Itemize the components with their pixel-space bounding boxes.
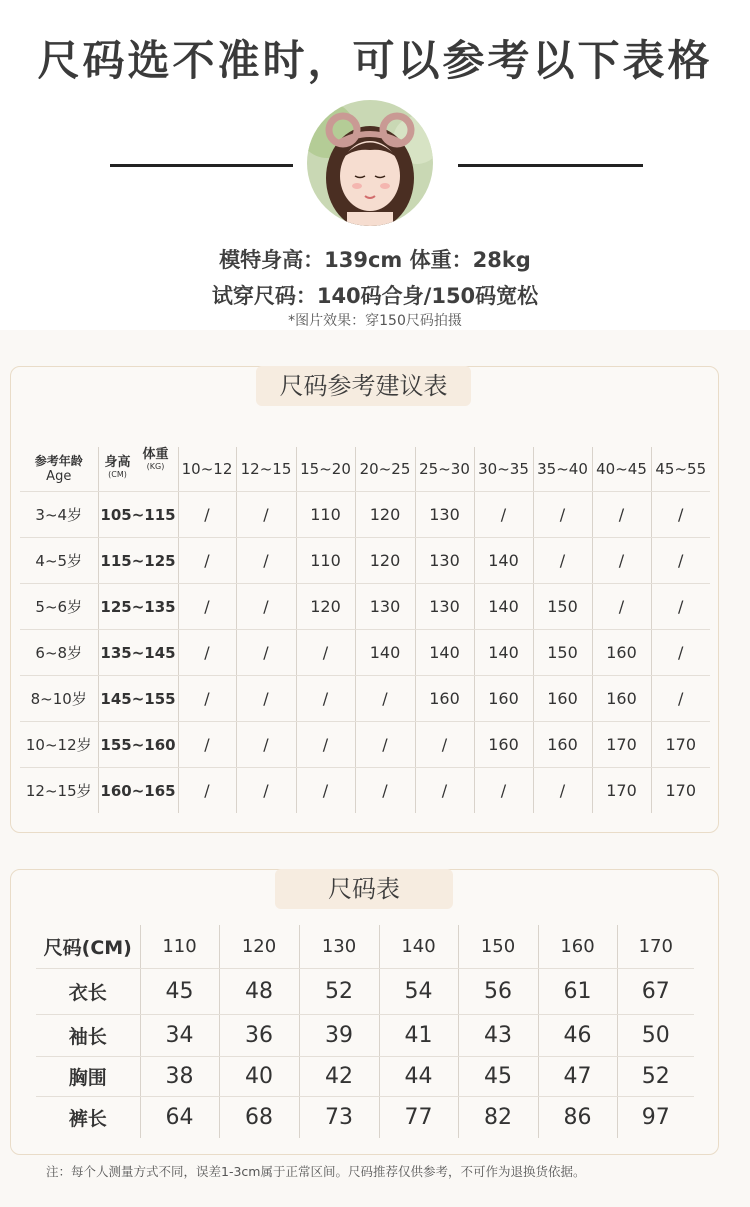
weight-col-header: 45~55 <box>651 447 710 492</box>
measure-cell: 39 <box>299 1014 379 1056</box>
measure-cell: 36 <box>219 1014 299 1056</box>
measure-cell: 97 <box>641 1104 670 1130</box>
size-cell: 150 <box>533 630 592 676</box>
table-row <box>20 630 710 676</box>
size-cell: / <box>533 492 592 538</box>
size-cell: / <box>533 538 592 584</box>
measure-cell: 52 <box>617 1056 694 1096</box>
weight-header: 体重 <box>142 447 169 462</box>
size-col-header: 110 <box>140 925 219 968</box>
weight-col-header: 25~30 <box>415 447 474 492</box>
model-height-weight: 模特身高：139cm 体重：28kg <box>219 248 531 272</box>
measure-cell: 52 <box>299 968 379 1014</box>
size-cell: / <box>178 492 236 538</box>
size-chart-title: 尺码表 <box>275 869 453 909</box>
size-cell: 110 <box>296 492 355 538</box>
size-cell: / <box>651 584 710 630</box>
measure-cell: 48 <box>219 968 299 1014</box>
height-header: 身高 <box>104 455 131 470</box>
table-row <box>36 1056 694 1096</box>
measure-cell: 40 <box>219 1056 299 1096</box>
size-cell: 110 <box>296 538 355 584</box>
table-row <box>20 676 710 722</box>
size-cell: / <box>236 722 296 768</box>
age-cell: 3~4岁 <box>20 492 98 538</box>
table-row <box>20 722 710 768</box>
measure-cell: 64 <box>140 1096 219 1138</box>
size-cell: 140 <box>474 584 533 630</box>
size-cell: 120 <box>355 492 415 538</box>
size-col-header: 150 <box>458 925 538 968</box>
age-header-cn: 参考年龄 <box>34 454 83 468</box>
size-cell: / <box>592 492 651 538</box>
size-cell: 160 <box>533 676 592 722</box>
size-cell: 170 <box>651 722 710 768</box>
size-cell: 130 <box>415 538 474 584</box>
size-header: 尺码(CM) <box>36 925 140 968</box>
size-cell: 160 <box>474 722 533 768</box>
left-divider <box>110 164 293 167</box>
height-cell: 125~135 <box>98 584 178 630</box>
table-row <box>20 538 710 584</box>
measure-cell: 45 <box>140 968 219 1014</box>
height-cell: 115~125 <box>98 538 178 584</box>
size-cell: / <box>474 492 533 538</box>
size-cell: / <box>474 768 533 814</box>
size-cell: / <box>355 676 415 722</box>
size-cell: / <box>178 768 236 814</box>
size-cell: / <box>651 538 710 584</box>
right-divider <box>458 164 643 167</box>
height-cell: 160~165 <box>98 768 178 814</box>
measure-label: 裤长 <box>36 1096 140 1138</box>
size-cell: / <box>415 768 474 814</box>
size-cell: / <box>592 538 651 584</box>
size-cell: 130 <box>355 584 415 630</box>
measure-cell: 67 <box>617 968 694 1014</box>
size-cell: 140 <box>355 630 415 676</box>
size-cell: / <box>296 768 355 814</box>
size-cell: 160 <box>592 630 651 676</box>
size-col-header: 130 <box>299 925 379 968</box>
size-cell: / <box>651 676 710 722</box>
measure-label: 衣长 <box>36 968 140 1014</box>
size-cell: / <box>236 538 296 584</box>
model-avatar <box>307 100 433 226</box>
age-cell: 10~12岁 <box>20 722 98 768</box>
model-fit-size: 试穿尺码：140码合身/150码宽松 <box>211 284 539 308</box>
measure-cell: 82 <box>458 1096 538 1138</box>
age-cell: 8~10岁 <box>20 676 98 722</box>
measure-cell: 38 <box>140 1056 219 1096</box>
measure-cell: 44 <box>379 1056 458 1096</box>
size-col-header: 140 <box>379 925 458 968</box>
measure-cell: 50 <box>617 1014 694 1056</box>
age-header <box>20 447 98 492</box>
measure-cell: 61 <box>538 968 617 1014</box>
measure-cell: 68 <box>219 1096 299 1138</box>
age-header-en: Age <box>46 469 72 484</box>
weight-col-header: 15~20 <box>296 447 355 492</box>
measure-cell: 45 <box>458 1056 538 1096</box>
weight-col-header: 40~45 <box>592 447 651 492</box>
table-row <box>36 968 694 1014</box>
measure-cell: 43 <box>458 1014 538 1056</box>
weight-unit: (KG) <box>146 462 165 471</box>
size-cell: / <box>296 630 355 676</box>
measure-cell: 54 <box>379 968 458 1014</box>
age-cell: 6~8岁 <box>20 630 98 676</box>
weight-col-header: 35~40 <box>533 447 592 492</box>
measure-label: 胸围 <box>36 1056 140 1096</box>
measure-cell: 42 <box>299 1056 379 1096</box>
size-cell: 140 <box>474 538 533 584</box>
size-cell: 160 <box>474 676 533 722</box>
table-row <box>36 1014 694 1056</box>
size-cell: / <box>415 722 474 768</box>
size-cell: / <box>236 630 296 676</box>
table-header-row <box>20 447 710 492</box>
size-cell: 170 <box>592 722 651 768</box>
size-cell: 170 <box>592 768 651 814</box>
size-cell: 130 <box>415 492 474 538</box>
table-row <box>20 584 710 630</box>
size-cell: / <box>236 492 296 538</box>
table-row <box>20 768 710 814</box>
height-cell: 105~115 <box>98 492 178 538</box>
page-title: 尺码选不准时，可以参考以下表格 <box>37 36 713 85</box>
size-cell: 140 <box>415 630 474 676</box>
size-cell: / <box>178 538 236 584</box>
size-cell: 120 <box>296 584 355 630</box>
size-cell: / <box>355 722 415 768</box>
size-recommendation-table <box>20 447 710 813</box>
age-cell: 4~5岁 <box>20 538 98 584</box>
height-unit: (CM) <box>108 470 127 479</box>
size-cell: / <box>178 722 236 768</box>
size-cell: / <box>178 630 236 676</box>
size-cell: 170 <box>665 781 697 800</box>
size-cell: / <box>592 584 651 630</box>
size-cell: 160 <box>592 676 651 722</box>
photo-note: *图片效果：穿150尺码拍摄 <box>288 313 462 329</box>
height-cell: 145~155 <box>98 676 178 722</box>
height-cell: 155~160 <box>98 722 178 768</box>
size-cell: / <box>236 768 296 814</box>
size-chart-table <box>36 925 694 1138</box>
measure-cell: 56 <box>458 968 538 1014</box>
size-cell: 160 <box>415 676 474 722</box>
size-cell: / <box>296 722 355 768</box>
size-cell: / <box>178 676 236 722</box>
weight-col-header: 30~35 <box>474 447 533 492</box>
size-cell: / <box>236 584 296 630</box>
measure-cell: 46 <box>538 1014 617 1056</box>
measure-cell: 77 <box>379 1096 458 1138</box>
size-cell: / <box>236 676 296 722</box>
size-cell: 120 <box>355 538 415 584</box>
measure-label: 袖长 <box>36 1014 140 1056</box>
size-col-header: 120 <box>219 925 299 968</box>
measure-cell: 34 <box>140 1014 219 1056</box>
height-cell: 135~145 <box>98 630 178 676</box>
size-cell: / <box>651 630 710 676</box>
table-row <box>36 1096 694 1138</box>
size-cell: / <box>651 492 710 538</box>
size-cell: / <box>296 676 355 722</box>
age-cell: 12~15岁 <box>20 768 98 814</box>
size-chart-header-row <box>36 925 694 968</box>
size-cell: / <box>533 768 592 814</box>
size-cell: / <box>355 768 415 814</box>
measure-cell: 41 <box>379 1014 458 1056</box>
size-cell: 130 <box>415 584 474 630</box>
size-recommendation-title: 尺码参考建议表 <box>256 366 471 406</box>
age-cell: 5~6岁 <box>20 584 98 630</box>
height-weight-header <box>98 447 178 492</box>
table-row <box>20 492 710 538</box>
size-cell: / <box>178 584 236 630</box>
weight-col-header: 12~15 <box>236 447 296 492</box>
weight-col-header: 10~12 <box>178 447 236 492</box>
size-cell: 160 <box>533 722 592 768</box>
measure-cell: 86 <box>538 1096 617 1138</box>
measure-cell: 47 <box>538 1056 617 1096</box>
weight-col-header: 20~25 <box>355 447 415 492</box>
footnote: 注：每个人测量方式不同，误差1-3cm属于正常区间。尺码推荐仅供参考，不可作为退换货依据。 <box>46 1164 586 1179</box>
size-col-header: 170 <box>617 925 694 968</box>
size-col-header: 160 <box>538 925 617 968</box>
size-cell: 140 <box>474 630 533 676</box>
size-cell: 150 <box>533 584 592 630</box>
measure-cell: 73 <box>299 1096 379 1138</box>
